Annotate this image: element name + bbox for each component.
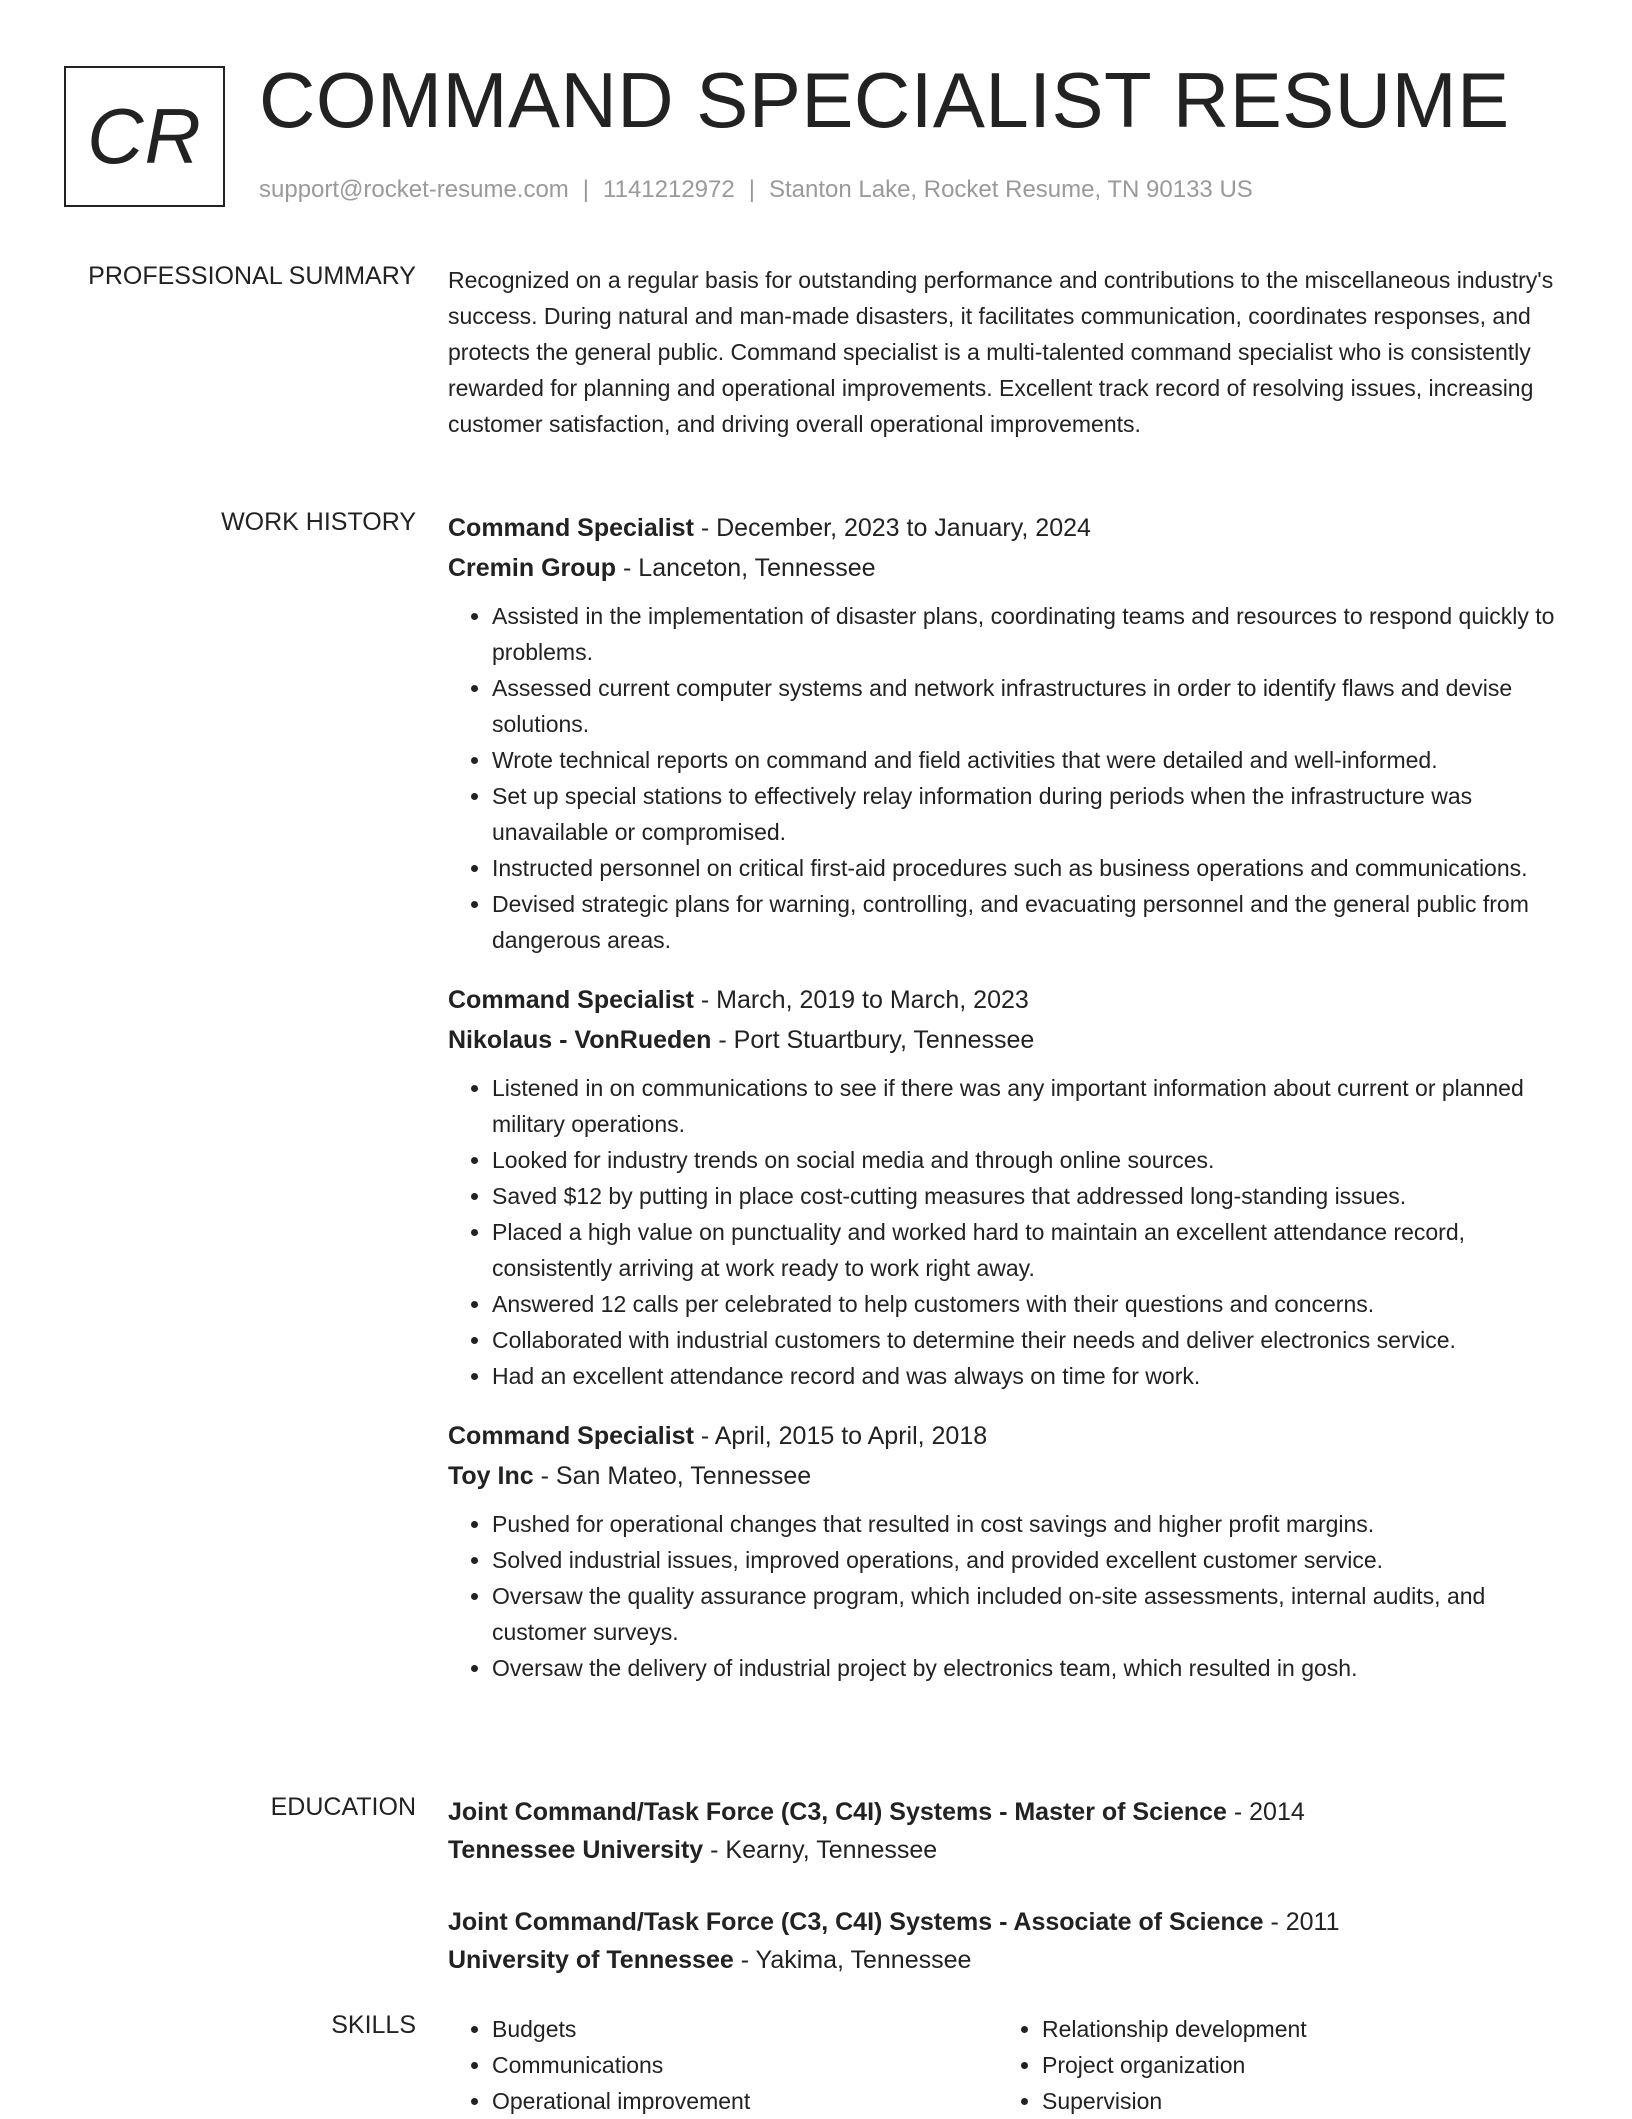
job-title-line bbox=[448, 980, 1568, 1020]
contact-phone: 1141212972 bbox=[603, 176, 735, 203]
job-location: - Lanceton, Tennessee bbox=[616, 554, 876, 582]
degree-line bbox=[448, 1793, 1568, 1831]
degree-year: - 2014 bbox=[1226, 1798, 1305, 1826]
job-bullet: • Assessed current computer systems and network infrastructures in order to identify flaws and devise solutions. bbox=[492, 670, 1568, 742]
degree-name: Joint Command/Task Force (C3, C4I) Systems - Associate of Science bbox=[448, 1908, 1264, 1936]
contact-address: Stanton Lake, Rocket Resume, TN 90133 US bbox=[768, 176, 1253, 203]
school-line bbox=[448, 1941, 1568, 1979]
school-line bbox=[448, 1831, 1568, 1869]
job-company-line bbox=[448, 1456, 1568, 1496]
job-company: Nikolaus - VonRueden bbox=[448, 1026, 712, 1054]
contact-email: support@rocket-resume.com bbox=[259, 176, 569, 203]
job-company: Cremin Group bbox=[448, 554, 617, 582]
contact-line bbox=[259, 176, 1253, 204]
contact-separator: | bbox=[582, 176, 590, 203]
skill-item: • Project organization bbox=[1042, 2047, 1548, 2083]
job-dates: - December, 2023 to January, 2024 bbox=[693, 514, 1091, 542]
job-title: Command Specialist bbox=[448, 1422, 694, 1450]
job-bullets bbox=[448, 1506, 1568, 1686]
school-name: Tennessee University bbox=[448, 1836, 704, 1864]
job-bullet: • Had an excellent attendance record and was always on time for work. bbox=[492, 1358, 1568, 1394]
job-bullet: • Oversaw the quality assurance program, which included on-site assessments, internal audits, and customer surveys. bbox=[492, 1578, 1568, 1650]
skill-item: • Communications bbox=[492, 2047, 998, 2083]
job-bullet: • Saved $12 by putting in place cost-cutting measures that addressed long-standing issues. bbox=[492, 1178, 1568, 1214]
job-bullet: • Oversaw the delivery of industrial project by electronics team, which resulted in gosh. bbox=[492, 1650, 1568, 1686]
skill-item: • Relationship development bbox=[1042, 2011, 1548, 2047]
skill-item: • Operational improvement bbox=[492, 2083, 998, 2119]
degree-year: - 2011 bbox=[1263, 1908, 1340, 1936]
skills-column-left bbox=[448, 2011, 998, 2119]
job-bullet: • Answered 12 calls per celebrated to help customers with their questions and concerns. bbox=[492, 1286, 1568, 1322]
education-heading: EDUCATION bbox=[270, 1793, 416, 1821]
job-entry bbox=[448, 980, 1568, 1394]
job-dates: - April, 2015 to April, 2018 bbox=[693, 1422, 988, 1450]
job-bullet: • Placed a high value on punctuality and worked hard to maintain an excellent attendance record, consistently arriving at work ready to work right away. bbox=[492, 1214, 1568, 1286]
job-location: - San Mateo, Tennessee bbox=[533, 1462, 812, 1490]
job-location: - Port Stuartbury, Tennessee bbox=[711, 1026, 1035, 1054]
job-company: Toy Inc bbox=[448, 1462, 534, 1490]
job-bullets bbox=[448, 1070, 1568, 1394]
education-entry bbox=[448, 1903, 1568, 1979]
job-bullet: • Pushed for operational changes that resulted in cost savings and higher profit margins. bbox=[492, 1506, 1568, 1542]
monogram-box bbox=[64, 66, 225, 207]
job-title: Command Specialist bbox=[448, 514, 694, 542]
job-bullet: • Wrote technical reports on command and field activities that were detailed and well-informed. bbox=[492, 742, 1568, 778]
education-list bbox=[448, 1793, 1568, 2013]
job-entry bbox=[448, 1416, 1568, 1686]
job-bullet: • Set up special stations to effectively relay information during periods when the infrastructure was unavailable or compromised. bbox=[492, 778, 1568, 850]
education-entry bbox=[448, 1793, 1568, 1869]
school-name: University of Tennessee bbox=[448, 1946, 734, 1974]
job-title-line bbox=[448, 1416, 1568, 1456]
skill-item: • Budgets bbox=[492, 2011, 998, 2047]
job-bullet: • Instructed personnel on critical first-aid procedures such as business operations and communications. bbox=[492, 850, 1568, 886]
job-entry bbox=[448, 508, 1568, 958]
school-location: - Kearny, Tennessee bbox=[703, 1836, 938, 1864]
skills-grid bbox=[448, 2011, 1568, 2119]
skills-column-right bbox=[998, 2011, 1548, 2119]
job-title-line bbox=[448, 508, 1568, 548]
job-bullet: • Assisted in the implementation of disaster plans, coordinating teams and resources to respond quickly to problems. bbox=[492, 598, 1568, 670]
school-location: - Yakima, Tennessee bbox=[733, 1946, 972, 1974]
summary-heading: PROFESSIONAL SUMMARY bbox=[88, 262, 416, 290]
job-bullet: • Looked for industry trends on social media and through online sources. bbox=[492, 1142, 1568, 1178]
degree-name: Joint Command/Task Force (C3, C4I) Systems - Master of Science bbox=[448, 1798, 1227, 1826]
contact-separator: | bbox=[748, 176, 755, 203]
job-bullet: • Devised strategic plans for warning, controlling, and evacuating personnel and the general public from dangerous areas. bbox=[492, 886, 1568, 958]
job-company-line bbox=[448, 548, 1568, 588]
skills-heading: SKILLS bbox=[331, 2011, 416, 2039]
work-history-heading: WORK HISTORY bbox=[221, 508, 416, 536]
job-bullets bbox=[448, 598, 1568, 958]
skill-item: • Supervision bbox=[1042, 2083, 1548, 2119]
job-bullet: • Solved industrial issues, improved operations, and provided excellent customer service. bbox=[492, 1542, 1568, 1578]
resume-title: COMMAND SPECIALIST RESUME bbox=[259, 56, 1510, 144]
job-company-line bbox=[448, 1020, 1568, 1060]
job-bullet: • Collaborated with industrial customers to determine their needs and deliver electronics service. bbox=[492, 1322, 1568, 1358]
job-bullet: • Listened in on communications to see if there was any important information about current or planned military operations. bbox=[492, 1070, 1568, 1142]
summary-text: Recognized on a regular basis for outstanding performance and contributions to the miscellaneous industry's success. During natural and man-made disasters, it facilitates communication, coordinates responses, and protects the general public. Command specialist is a multi-talented command specialist who is consistently rewarded for planning and operational improvements. Excellent track record of resolving issues, increasing customer satisfaction, and driving overall operational improvements. bbox=[448, 267, 1554, 437]
monogram-initials: CR bbox=[87, 92, 202, 180]
work-history-list bbox=[448, 508, 1568, 1708]
degree-line bbox=[448, 1903, 1568, 1941]
job-dates: - March, 2019 to March, 2023 bbox=[693, 986, 1029, 1014]
job-title: Command Specialist bbox=[448, 986, 694, 1014]
